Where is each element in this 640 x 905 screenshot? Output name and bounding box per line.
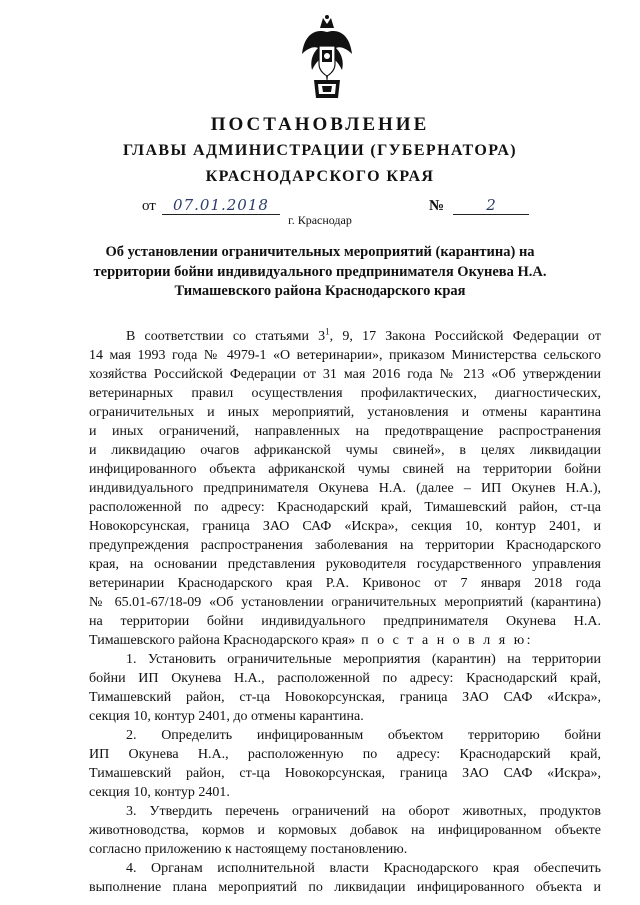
item-1-paragraph — [89, 650, 601, 726]
body-line: ИП Окунева Н.А., расположенную по адресу: Краснодарский край, — [89, 747, 601, 762]
body-line: секция 10, контур 2401, до отмены карантина. — [89, 709, 364, 724]
document-title — [70, 243, 570, 302]
body-line: инфицированного объекта африканской чумы свиней на территории бойни — [89, 462, 601, 477]
body-line: расположенной по адресу: Краснодарский край, Тимашевский район, ст-ца — [89, 500, 601, 515]
body-line: ветеринарии Краснодарского края Р.А. Кривонос от 7 января 2018 года — [89, 576, 601, 591]
body-line: на территории бойни индивидуального предпринимателя Окунева Н.А. — [89, 614, 601, 629]
body-line: хозяйства Российской Федерации от 31 мая 2016 года № 213 «Об утверждении — [89, 367, 601, 382]
body-line: края, на основании представления руководителя государственного управления — [89, 557, 601, 572]
date-prefix: от — [142, 198, 156, 214]
preamble-paragraph — [89, 327, 601, 650]
body-line: 14 мая 1993 года № 4979-1 «О ветеринарии», приказом Министерства сельского — [89, 348, 601, 363]
body-line: В соответствии со статьями $3^1$, 9, 17 Закона Российской Федерации от — [126, 326, 601, 344]
item-3-paragraph — [89, 802, 601, 859]
body-line: предупреждения распространения заболевания на территории Краснодарского — [89, 538, 601, 553]
body-line: бойни ИП Окунева Н.А., расположенной по адресу: Краснодарский край, — [89, 671, 601, 686]
handwritten-number: 2 — [453, 196, 529, 215]
title-line: территории бойни индивидуального предпринимателя Окунева Н.А. — [93, 263, 547, 280]
body-line: 4. Органам исполнительной власти Краснодарского края обеспечить — [126, 861, 601, 876]
body-line: индивидуального предпринимателя Окунева Н.А. (далее – ИП Окунев Н.А.), — [89, 481, 601, 496]
title-line: Об установлении ограничительных мероприятий (карантина) на — [105, 244, 535, 260]
body-line: животноводства, кормов и кормовых добавок на инфицированном объекте — [89, 823, 601, 838]
body-line: ограничительных и иных мероприятий, установления и отмены карантина — [89, 405, 601, 420]
issuer-heading: ГЛАВЫ АДМИНИСТРАЦИИ (ГУБЕРНАТОРА) — [122, 142, 518, 159]
body-line: Тимашевский район, ст-ца Новокорсунская, граница ЗАО САФ «Искра», — [89, 690, 601, 705]
region-heading: КРАСНОДАРСКОГО КРАЯ — [205, 168, 435, 185]
coat-of-arms-emblem — [300, 14, 354, 104]
document-body — [89, 327, 601, 897]
body-line: 1. Установить ограничительные мероприятия (карантин) на территории — [126, 652, 601, 667]
number-prefix: № — [429, 198, 445, 214]
body-line: секция 10, контур 2401. — [89, 785, 230, 800]
city-label: г. Краснодар — [288, 213, 352, 227]
decree-word: п о с т а н о в л я ю: — [355, 633, 534, 648]
handwritten-date: 07.01.2018 — [162, 196, 280, 215]
body-line: согласно приложению к настоящему постановлению. — [89, 842, 408, 857]
body-line: ветеринарных правил осуществления профилактических, диагностических, — [89, 386, 601, 401]
item-4-paragraph — [89, 859, 601, 897]
body-line: и ликвидацию очагов африканской чумы свиней», в целях ликвидации — [89, 443, 601, 458]
body-line: 2. Определить инфицированным объектом территорию бойни — [126, 728, 601, 743]
body-line: Тимашевский район, ст-ца Новокорсунская, граница ЗАО САФ «Искра», — [89, 766, 601, 781]
body-line: 3. Утвердить перечень ограничений на оборот животных, продуктов — [126, 804, 601, 819]
document-type-heading: ПОСТАНОВЛЕНИЕ — [210, 114, 430, 135]
item-2-paragraph — [89, 726, 601, 802]
body-line: и иных ограничений, направленных на предотвращение распространения — [89, 424, 601, 439]
body-line: № 65.01-67/18-09 «Об установлении ограничительных мероприятий (карантина) — [89, 595, 601, 610]
body-line: Новокорсунская, граница ЗАО САФ «Искра», секция 10, контур 2401, и — [89, 519, 601, 534]
title-line: Тимашевского района Краснодарского края — [174, 283, 466, 299]
body-line: выполнение плана мероприятий по ликвидации инфицированного объекта и — [89, 880, 601, 895]
body-line: Тимашевского района Краснодарского края» п о с т а н о в л я ю: — [89, 633, 534, 648]
